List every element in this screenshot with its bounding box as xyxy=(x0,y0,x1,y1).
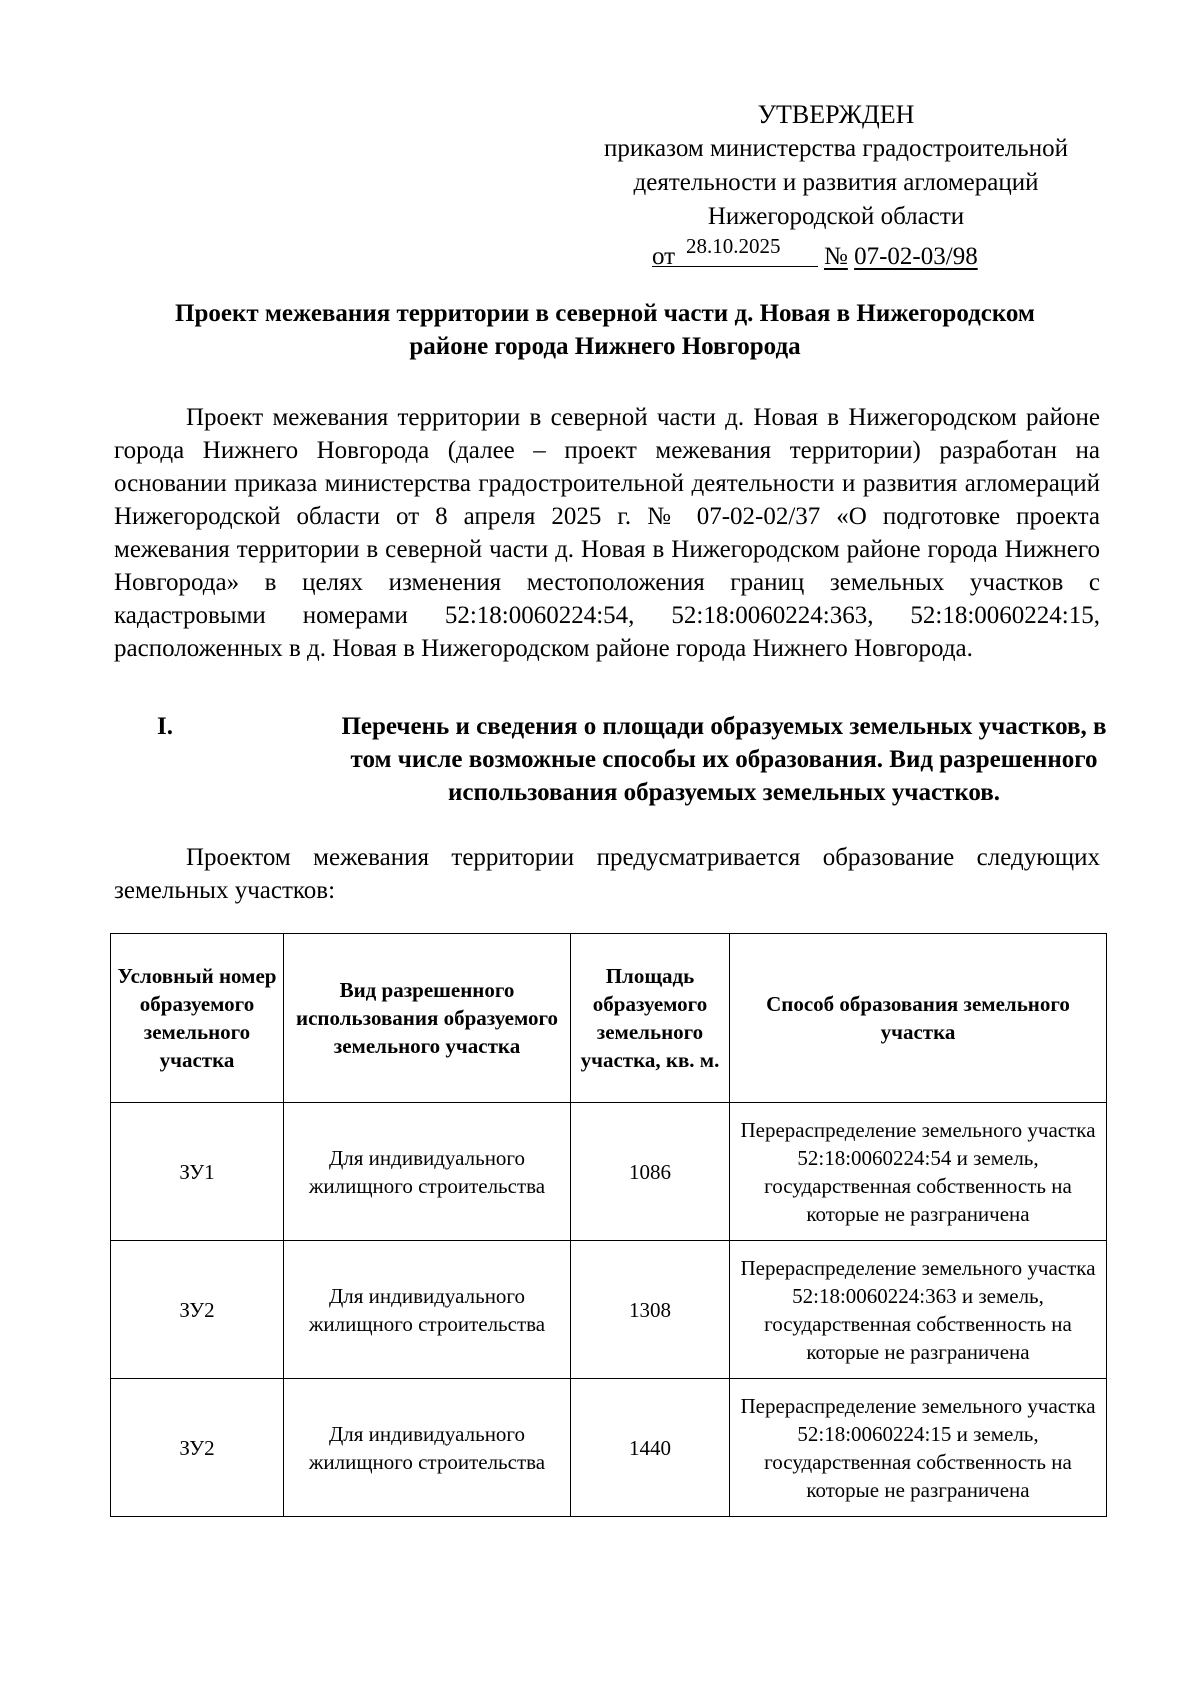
section-number: I. xyxy=(157,713,173,740)
header-permitted-use: Вид разрешенного использования образуемого земельного участка xyxy=(284,934,571,1103)
section-paragraph: Проектом межевания территории предусматривается образование следующих земельных участков: xyxy=(114,844,1100,904)
title-line-1: Проект межевания территории в северной части д. Новая в Нижегородском xyxy=(175,300,1035,327)
header-area: Площадь образуемого земельного участка, кв. м. xyxy=(571,934,730,1103)
cell-formation-method: Перераспределение земельного участка 52:18:0060224:15 и земель, государственная собственность на которые не разграничена xyxy=(730,1379,1107,1517)
cell-area: 1086 xyxy=(571,1103,730,1241)
cell-area: 1308 xyxy=(571,1241,730,1379)
approval-heading: УТВЕРЖДЕН xyxy=(757,100,915,129)
section-title xyxy=(334,710,1114,809)
number-prefix: № xyxy=(824,243,848,270)
cell-permitted-use: Для индивидуального жилищного строительства xyxy=(284,1241,571,1379)
cell-plot-number: ЗУ2 xyxy=(111,1379,284,1517)
order-line xyxy=(556,234,1116,270)
cell-permitted-use: Для индивидуального жилищного строительства xyxy=(284,1103,571,1241)
section-title-line-2: том числе возможные способы их образования. Вид разрешенного xyxy=(350,746,1098,773)
order-date: 28.10.2025 xyxy=(686,234,781,258)
approval-line-3: Нижегородской области xyxy=(707,203,965,230)
approval-line-1: приказом министерства градостроительной xyxy=(604,135,1068,162)
section-title-line-3: использования образуемых земельных участков. xyxy=(447,779,1001,806)
order-number-wrap xyxy=(824,240,978,274)
cell-permitted-use: Для индивидуального жилищного строительства xyxy=(284,1379,571,1517)
table-row xyxy=(111,1241,1107,1379)
cell-formation-method: Перераспределение земельного участка 52:18:0060224:54 и земель, государственная собственность на которые не разграничена xyxy=(730,1103,1107,1241)
document-title xyxy=(110,297,1100,363)
table-row xyxy=(111,1103,1107,1241)
cell-formation-method: Перераспределение земельного участка 52:18:0060224:363 и земель, государственная собственность на которые не разграничена xyxy=(730,1241,1107,1379)
title-line-2: районе города Нижнего Новгорода xyxy=(409,333,801,360)
cell-plot-number: ЗУ2 xyxy=(111,1241,284,1379)
section-title-line-1: Перечень и сведения о площади образуемых земельных участков, в xyxy=(341,713,1107,740)
order-number: 07-02-03/98 xyxy=(854,243,978,270)
header-plot-number: Условный номер образуемого земельного участка xyxy=(111,934,284,1103)
cell-area: 1440 xyxy=(571,1379,730,1517)
intro-paragraph: Проект межевания территории в северной части д. Новая в Нижегородском районе города Нижнего Новгорода (далее – проект межевания территории) разработан на основании приказа министерства градостроительной деятельности и развития агломераций Нижегородской области от 8 апреля 2025 г. № 07-02-02/37 «О подготовке проекта межевания территории в северной части д. Новая в Нижегородском районе города Нижнего Новгорода» в целях изменения местоположения границ земельных участков с кадастровыми номерами 52:18:0060224:54, 52:18:0060224:363, 52:18:0060224:15, расположенных в д. Новая в Нижегородском районе города Нижнего Новгорода. xyxy=(114,404,1100,662)
approval-stamp xyxy=(556,98,1116,270)
table-row xyxy=(111,1379,1107,1517)
section-heading xyxy=(114,710,1107,810)
land-plots-table xyxy=(110,933,1107,1517)
approval-line-2: деятельности и развития агломераций xyxy=(633,169,1039,196)
date-underline xyxy=(652,266,818,267)
table-header-row xyxy=(111,934,1107,1103)
cell-plot-number: ЗУ1 xyxy=(111,1103,284,1241)
date-prefix: от xyxy=(652,243,676,270)
header-formation-method: Способ образования земельного участка xyxy=(730,934,1107,1103)
